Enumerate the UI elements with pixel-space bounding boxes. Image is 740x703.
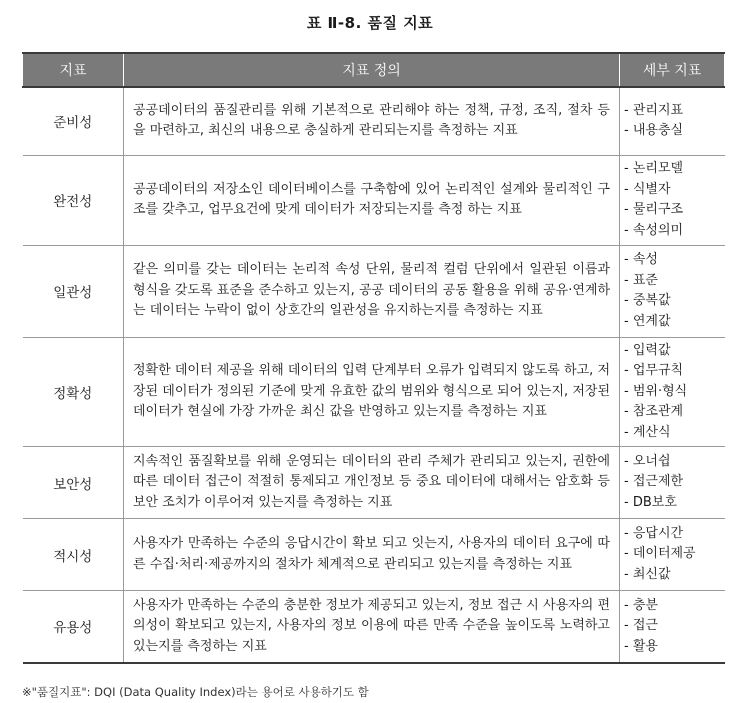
detail-item: - 접근 xyxy=(624,616,725,637)
table-row xyxy=(23,591,725,663)
table-row xyxy=(23,155,725,245)
detail-item: - 응답시간 xyxy=(624,524,725,545)
detail-item: - 업무규칙 xyxy=(624,361,725,382)
header-definition: 지표 정의 xyxy=(124,53,620,87)
detail-item: - 물리구조 xyxy=(624,200,725,221)
header-row xyxy=(23,53,725,87)
detail-item: - 참조관계 xyxy=(624,402,725,423)
index-definition: 사용자가 만족하는 수준의 응답시간이 확보 되고 잇는지, 사용자의 데이터 요구에 따른 수집·처리·제공까지의 절차가 체계적으로 관리되고 있는지를 측정하는 지표 xyxy=(124,519,620,591)
detail-item: - 입력값 xyxy=(624,341,725,362)
index-definition: 공공데이터의 저장소인 데이터베이스를 구축함에 있어 논리적인 설계와 물리적인 구조를 갖추고, 업무요건에 맞게 데이터가 저장되는지를 측정 하는 지표 xyxy=(124,155,620,245)
detail-item: - 중복값 xyxy=(624,291,725,312)
table-row xyxy=(23,519,725,591)
detail-item: - 속성 xyxy=(624,250,725,271)
index-name: 일관성 xyxy=(23,245,124,337)
index-name: 적시성 xyxy=(23,519,124,591)
detail-item: - 오너쉽 xyxy=(624,452,725,473)
table-title: 표 Ⅱ-8. 품질 지표 xyxy=(306,14,434,32)
index-definition: 지속적인 품질확보를 위해 운영되는 데이터의 관리 주체가 관리되고 있는지, 권한에 따른 데이터 접근이 적절히 통제되고 개인정보 등 중요 데이터에 대해서는 암호화 등 보안 조치가 이루어져 있는지를 측정하는 지표 xyxy=(124,447,620,519)
table-row xyxy=(23,245,725,337)
index-definition: 공공데이터의 품질관리를 위해 기본적으로 관리해야 하는 정책, 규정, 조직, 절차 등을 마련하고, 최신의 내용으로 충실하게 관리되는지를 측정하는 지표 xyxy=(124,87,620,155)
detail-list xyxy=(620,337,725,447)
detail-item: - 데이터제공 xyxy=(624,544,725,565)
detail-list xyxy=(620,155,725,245)
detail-item: - 식별자 xyxy=(624,180,725,201)
index-name: 준비성 xyxy=(23,87,124,155)
index-definition: 같은 의미를 갖는 데이터는 논리적 속성 단위, 물리적 컬럼 단위에서 일관된 이름과 형식을 갖도록 표준을 준수하고 있는지, 공공 데이터의 공동 활용을 위해 공유·연계하는 데이터는 누락이 없이 상호간의 일관성을 유지하는지를 측정하는 지표 xyxy=(124,245,620,337)
detail-item: - 표준 xyxy=(624,271,725,292)
detail-list xyxy=(620,519,725,591)
detail-item: - 계산식 xyxy=(624,423,725,444)
detail-item: - 범위·형식 xyxy=(624,382,725,403)
detail-item: - DB보호 xyxy=(624,493,725,514)
index-name: 정확성 xyxy=(23,337,124,447)
detail-item: - 연계값 xyxy=(624,312,725,333)
quality-index-table xyxy=(22,52,725,664)
detail-item: - 관리지표 xyxy=(624,101,725,122)
table-row xyxy=(23,337,725,447)
detail-item: - 속성의미 xyxy=(624,221,725,242)
footnote: ※"품질지표": DQI (Data Quality Index)라는 용어로 사용하기도 함 xyxy=(22,685,369,699)
detail-item: - 활용 xyxy=(624,637,725,658)
index-name: 유용성 xyxy=(23,591,124,663)
index-definition: 정확한 데이터 제공을 위해 데이터의 입력 단계부터 오류가 입력되지 않도록 하고, 저장된 데이터가 정의된 기준에 맞게 유효한 값의 범위와 형식으로 되어 있는지, 저장된 데이터가 현실에 가장 가까운 최신 값을 반영하고 있는지를 측정하는 지표 xyxy=(124,337,620,447)
header-details: 세부 지표 xyxy=(620,53,725,87)
table-row xyxy=(23,87,725,155)
index-definition: 사용자가 만족하는 수준의 충분한 정보가 제공되고 있는지, 정보 접근 시 사용자의 편의성이 확보되고 있는지, 사용자의 정보 이용에 따른 만족 수준을 높이도록 노력하고 있는지를 측정하는 지표 xyxy=(124,591,620,663)
detail-list xyxy=(620,447,725,519)
detail-list xyxy=(620,87,725,155)
header-index: 지표 xyxy=(23,53,124,87)
detail-item: - 충분 xyxy=(624,596,725,617)
table-row xyxy=(23,447,725,519)
detail-list xyxy=(620,591,725,663)
index-name: 완전성 xyxy=(23,155,124,245)
detail-item: - 논리모델 xyxy=(624,159,725,180)
detail-list xyxy=(620,245,725,337)
detail-item: - 내용충실 xyxy=(624,121,725,142)
index-name: 보안성 xyxy=(23,447,124,519)
detail-item: - 최신값 xyxy=(624,565,725,586)
detail-item: - 접근제한 xyxy=(624,472,725,493)
